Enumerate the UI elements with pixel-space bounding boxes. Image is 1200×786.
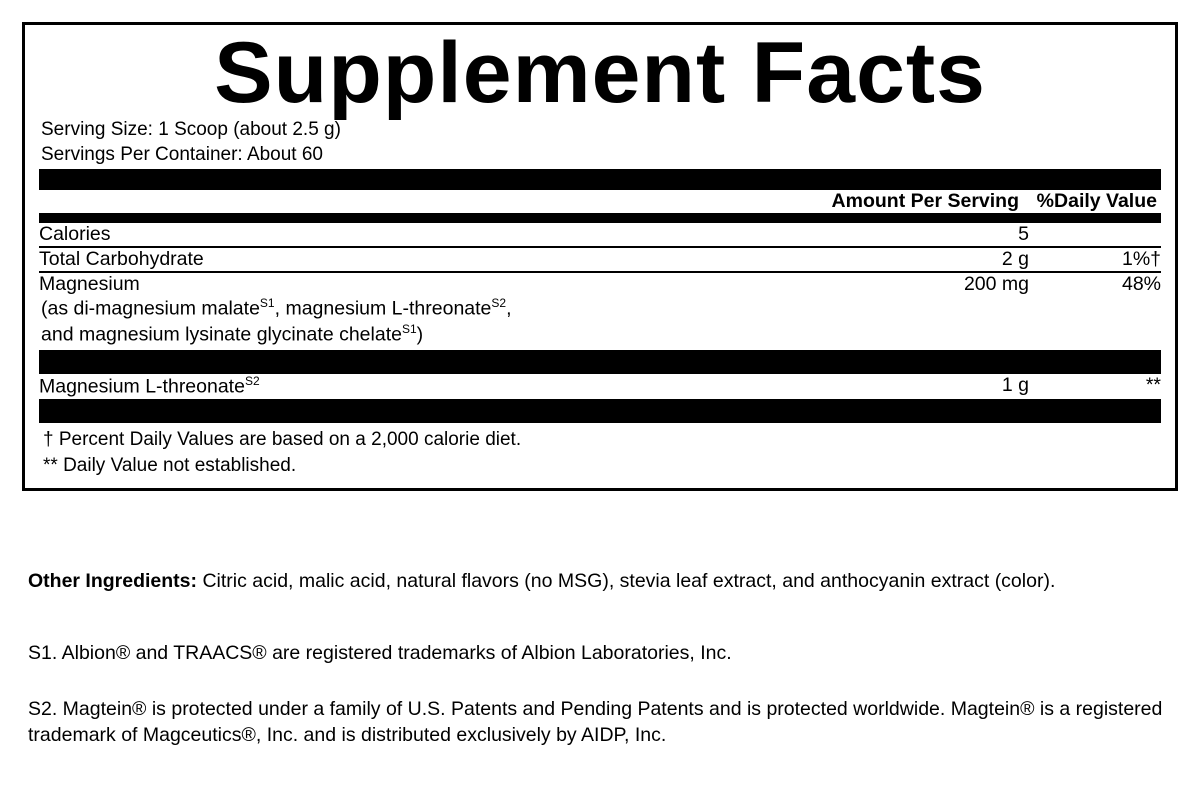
trademark-note-s2: S2. Magtein® is protected under a family of U.S. Patents and Pending Patents and is protected worldwide. Magtein® is a registered trademark of Magceutics®, Inc. and is distributed exclusively by AIDP, Inc.: [28, 698, 1163, 747]
serving-info: [39, 117, 1161, 167]
mag-detail-1c: ,: [506, 297, 512, 320]
mag-detail-2a-sup: S1: [401, 321, 417, 336]
row-dv-magnesium-l-threonate: **: [1145, 374, 1161, 397]
footnotes: [39, 423, 1161, 482]
nutrition-rows-2: [39, 248, 1161, 271]
header-amount-per-serving: Amount Per Serving: [831, 190, 1019, 213]
footnote-double-asterisk: ** Daily Value not established.: [43, 455, 297, 477]
table-row: [39, 248, 1161, 271]
row-label-magnesium: Magnesium: [39, 273, 140, 296]
row-amount-magnesium: 200 mg: [963, 273, 1029, 296]
header-spacer: [39, 190, 819, 213]
divider-medium-header: [39, 213, 1161, 223]
threonate-label-text: Magnesium L-threonate: [39, 375, 245, 398]
nutrition-table: [39, 190, 1161, 213]
mag-detail-2b: ): [416, 323, 424, 346]
row-dv-total-carbohydrate: 1%†: [1121, 248, 1161, 271]
other-ingredients: [28, 568, 1178, 594]
other-ingredients-label: Other Ingredients:: [28, 570, 198, 592]
row-label-magnesium-l-threonate: [39, 374, 829, 399]
row-amount-calories: 5: [1018, 223, 1029, 246]
mag-detail-1b: , magnesium L-threonate: [274, 297, 492, 320]
row-amount-magnesium-l-threonate: 1 g: [1001, 374, 1029, 397]
row-label-calories: Calories: [39, 223, 111, 246]
divider-thick-bottom: [39, 399, 1161, 423]
table-header-row: [39, 190, 1161, 213]
row-label-total-carbohydrate: Total Carbohydrate: [39, 248, 204, 271]
threonate-label-sup: S2: [244, 374, 260, 389]
footnote-dagger: † Percent Daily Values are based on a 2,000 calorie diet.: [43, 428, 522, 450]
table-row: [39, 273, 1161, 296]
trademark-note-s1: S1. Albion® and TRAACS® are registered trademarks of Albion Laboratories, Inc.: [28, 642, 732, 664]
divider-thick-top: [39, 169, 1161, 190]
page-title: Supplement Facts: [214, 25, 986, 121]
header-daily-value: %Daily Value: [1036, 190, 1157, 213]
mag-detail-1b-sup: S2: [491, 296, 507, 311]
serving-size: Serving Size: 1 Scoop (about 2.5 g): [41, 119, 341, 141]
mag-detail-1a: (as di-magnesium malate: [41, 297, 260, 320]
row-amount-total-carbohydrate: 2 g: [1001, 248, 1029, 271]
magnesium-source-line-2: [41, 322, 1161, 347]
other-ingredients-text: Citric acid, malic acid, natural flavors (no MSG), stevia leaf extract, and anthocyanin extract (color).: [197, 570, 1056, 592]
table-row: [39, 223, 1161, 246]
magnesium-source-line-1: [41, 296, 1161, 321]
divider-thick-middle: [39, 350, 1161, 374]
row-dv-calories: [1029, 223, 1161, 246]
row-dv-magnesium: 48%: [1121, 273, 1161, 296]
threonate-row-table: [39, 374, 1161, 399]
mag-detail-1a-sup: S1: [259, 296, 275, 311]
servings-per-container: Servings Per Container: About 60: [41, 144, 324, 166]
table-row: [39, 374, 1161, 399]
supplement-facts-panel: [22, 22, 1178, 491]
nutrition-rows-3: [39, 273, 1161, 296]
nutrition-rows: [39, 223, 1161, 246]
magnesium-source-detail: [39, 296, 1161, 350]
mag-detail-2a: and magnesium lysinate glycinate chelate: [41, 323, 402, 346]
